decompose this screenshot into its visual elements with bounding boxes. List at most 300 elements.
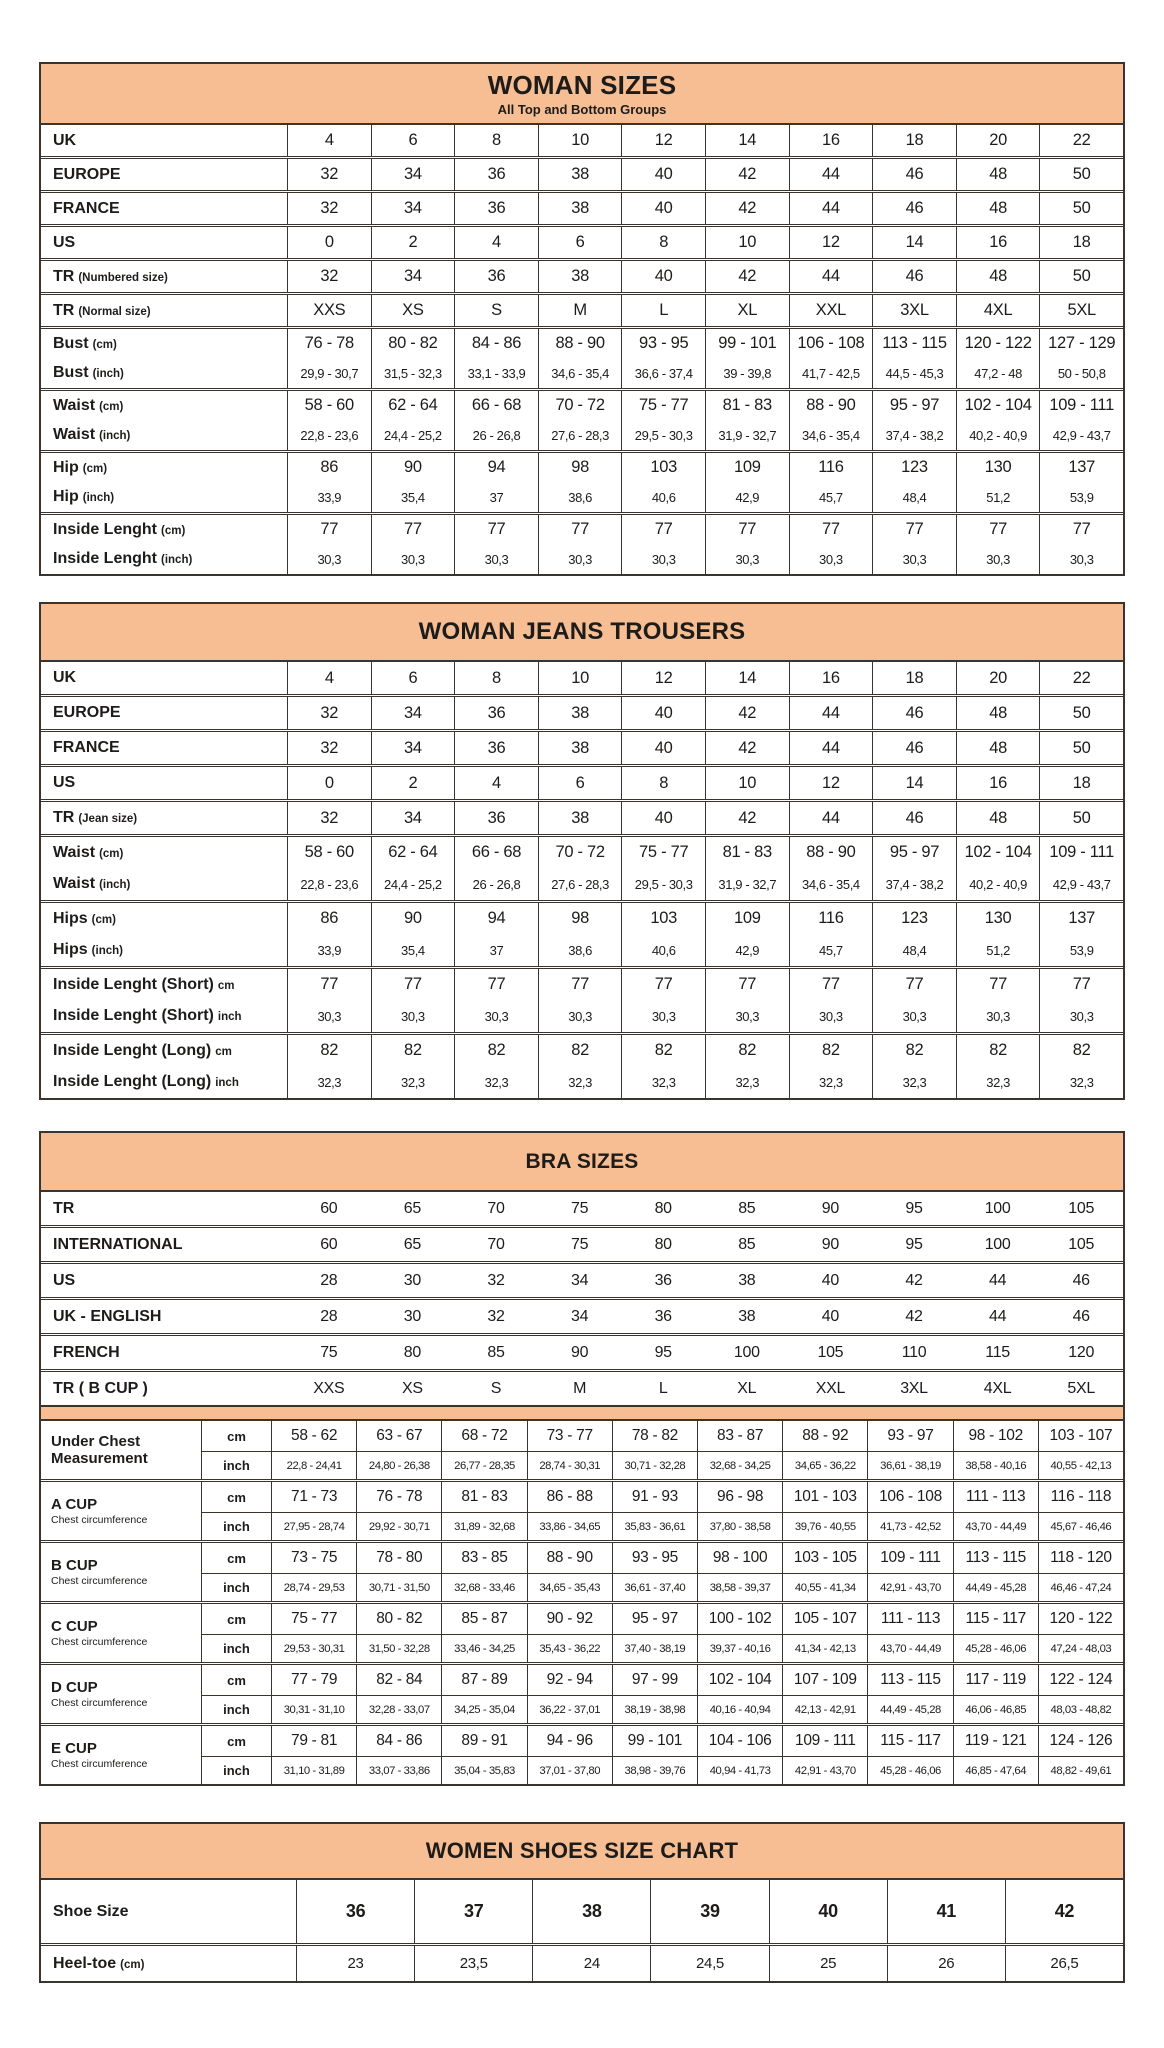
row-label-text: TR	[53, 1199, 75, 1217]
row-group	[41, 1333, 1123, 1369]
table-cell: 41	[887, 1880, 1005, 1943]
table-cell: 44	[789, 802, 873, 834]
table-row	[41, 1264, 1123, 1297]
table-cell: 31,9 - 32,7	[705, 421, 789, 451]
row-label-text: INTERNATIONAL	[53, 1235, 183, 1253]
woman-sizes-header	[41, 64, 1123, 125]
table-cell: 37,01 - 37,80	[527, 1756, 612, 1784]
table-cell: 42,91 - 43,70	[867, 1573, 952, 1601]
table-cell: M	[573, 1379, 587, 1397]
row-label	[41, 329, 287, 359]
table-cell: 32	[287, 697, 371, 729]
table-cell: 91 - 93	[612, 1482, 697, 1512]
table-cell: 44,5 - 45,3	[872, 359, 956, 389]
table-cell: 10	[538, 662, 622, 694]
row-label	[41, 837, 287, 869]
unit-label: cm	[201, 1726, 271, 1756]
row-label-note: (inch)	[82, 492, 115, 505]
table-cell: 68 - 72	[441, 1421, 526, 1451]
table-row	[41, 515, 1123, 545]
table-cell: 30	[403, 1271, 421, 1289]
table-cell: 58 - 60	[287, 837, 371, 869]
table-cell: 27,95 - 28,74	[271, 1512, 356, 1540]
bra-sizes-header	[41, 1133, 1123, 1192]
table-cell: 42	[705, 697, 789, 729]
table-cell: 47,2 - 48	[956, 359, 1040, 389]
table-cell: 45,28 - 46,06	[867, 1756, 952, 1784]
table-row	[41, 483, 1123, 513]
table-cell: 77	[789, 969, 873, 1001]
table-cell: 137	[1039, 903, 1123, 935]
measure-label-note: Chest circumference	[51, 1575, 148, 1587]
row-label	[41, 1946, 296, 1981]
row-group	[41, 1225, 1123, 1261]
table-row	[41, 453, 1123, 483]
table-row	[41, 1880, 1123, 1943]
table-cell: 82	[789, 1035, 873, 1067]
table-cell: 36	[296, 1880, 414, 1943]
table-row	[41, 261, 1123, 292]
table-cell: 34,6 - 35,4	[789, 869, 873, 901]
table-cell: 35,43 - 36,22	[527, 1634, 612, 1662]
unit-label: inch	[201, 1573, 271, 1601]
table-subtitle: All Top and Bottom Groups	[497, 102, 667, 117]
measure-group-label	[41, 1543, 201, 1601]
row-label-text: Shoe Size	[53, 1902, 129, 1920]
table-cell: 42	[705, 261, 789, 292]
table-cell: 127 - 129	[1039, 329, 1123, 359]
table-cell: 44,49 - 45,28	[953, 1573, 1038, 1601]
table-cell: 123	[872, 903, 956, 935]
table-cell: 36	[454, 193, 538, 224]
table-cell: 42	[705, 193, 789, 224]
table-cell: 0	[287, 227, 371, 258]
table-cell: 82	[454, 1035, 538, 1067]
table-cell: 29,92 - 30,71	[356, 1512, 441, 1540]
table-cell: 38,98 - 39,76	[612, 1756, 697, 1784]
row-group	[41, 1943, 1123, 1981]
table-cell: 26	[887, 1946, 1005, 1981]
table-cell: 90	[821, 1199, 839, 1217]
row-label	[41, 159, 287, 190]
table-cell: 42	[705, 159, 789, 190]
measure-group	[41, 1601, 1123, 1662]
row-label	[41, 903, 287, 935]
table-row	[41, 227, 1123, 258]
table-cell: 42,13 - 42,91	[782, 1695, 867, 1723]
row-label-text: UK - ENGLISH	[53, 1307, 162, 1325]
row-label	[41, 483, 287, 513]
table-cell: 116	[789, 903, 873, 935]
table-cell: 38,19 - 38,98	[612, 1695, 697, 1723]
table-cell: 33,46 - 34,25	[441, 1634, 526, 1662]
table-cell: 50	[1039, 193, 1123, 224]
table-cell: 26 - 26,8	[454, 421, 538, 451]
table-cell: 27,6 - 28,3	[538, 421, 622, 451]
table-cell: 42,9	[705, 935, 789, 967]
table-cell: 62 - 64	[371, 837, 455, 869]
table-cell: 115 - 117	[867, 1726, 952, 1756]
table-cell: 42	[705, 732, 789, 764]
table-cell: 22,8 - 23,6	[287, 869, 371, 901]
row-label	[41, 767, 287, 799]
row-label	[41, 662, 287, 694]
row-label-text: TR	[53, 267, 75, 285]
row-label-note: (Numbered size)	[78, 271, 168, 284]
table-cell: 48,4	[872, 483, 956, 513]
table-cell: 77	[454, 969, 538, 1001]
row-label-text: US	[53, 1271, 76, 1289]
table-cell: 40,55 - 41,34	[782, 1573, 867, 1601]
table-cell: 32,68 - 34,25	[697, 1451, 782, 1479]
table-cell: 116 - 118	[1038, 1482, 1123, 1512]
table-cell: 46	[872, 261, 956, 292]
table-row	[41, 732, 1123, 764]
row-label-note: cm	[217, 979, 235, 992]
table-cell: 46,06 - 46,85	[953, 1695, 1038, 1723]
table-cell: 10	[705, 227, 789, 258]
table-cell: 47,24 - 48,03	[1038, 1634, 1123, 1662]
row-label	[41, 515, 287, 545]
table-cell: 113 - 115	[867, 1665, 952, 1695]
row-label-text: FRANCE	[53, 199, 120, 217]
table-cell: 40,2 - 40,9	[956, 421, 1040, 451]
table-cell: 30,71 - 31,50	[356, 1573, 441, 1601]
table-cell: 116	[789, 453, 873, 483]
table-cell: 81 - 83	[441, 1482, 526, 1512]
table-cell: 24,5	[650, 1946, 768, 1981]
table-row	[41, 125, 1123, 156]
row-group	[41, 1369, 1123, 1405]
table-cell: 3XL	[872, 295, 956, 326]
table-cell: 75	[570, 1235, 589, 1253]
unit-label: cm	[201, 1421, 271, 1451]
woman-sizes-table	[39, 62, 1125, 576]
table-cell: 50	[1039, 802, 1123, 834]
table-cell: 60	[320, 1199, 338, 1217]
table-cell: 100	[733, 1343, 760, 1361]
table-cell: 40	[821, 1271, 839, 1289]
table-cell: 37,40 - 38,19	[612, 1634, 697, 1662]
bra-sizes-top-body	[41, 1192, 1123, 1405]
table-cell: 35,04 - 35,83	[441, 1756, 526, 1784]
table-cell: 82	[287, 1035, 371, 1067]
table-cell: 63 - 67	[356, 1421, 441, 1451]
table-cell: 12	[621, 125, 705, 156]
table-cell: 78 - 82	[612, 1421, 697, 1451]
row-label-note: (cm)	[99, 847, 124, 860]
table-cell: 36,61 - 38,19	[867, 1451, 952, 1479]
table-cell: 106 - 108	[789, 329, 873, 359]
table-cell: 41,7 - 42,5	[789, 359, 873, 389]
table-cell: 65	[403, 1199, 421, 1217]
table-cell: 36,6 - 37,4	[621, 359, 705, 389]
row-label-note: (cm)	[82, 462, 108, 475]
table-cell: 33,1 - 33,9	[454, 359, 538, 389]
table-cell: 82	[705, 1035, 789, 1067]
table-cell: 93 - 97	[867, 1421, 952, 1451]
table-cell: 103	[621, 453, 705, 483]
row-group	[41, 694, 1123, 729]
table-cell: 76 - 78	[287, 329, 371, 359]
table-cell: 115	[985, 1343, 1010, 1361]
table-cell: 30,3	[538, 1001, 622, 1033]
table-cell: 101 - 103	[782, 1482, 867, 1512]
table-cell: 76 - 78	[356, 1482, 441, 1512]
table-cell: L	[658, 1379, 668, 1397]
table-cell: 24,4 - 25,2	[371, 869, 455, 901]
row-group	[41, 1192, 1123, 1225]
row-label-note: (inch)	[92, 368, 124, 381]
row-group	[41, 1297, 1123, 1333]
table-row	[41, 1001, 1123, 1033]
table-cell: 48	[956, 697, 1040, 729]
table-cell: 33,07 - 33,86	[356, 1756, 441, 1784]
table-cell: 20	[956, 662, 1040, 694]
table-cell: 103 - 107	[1038, 1421, 1123, 1451]
table-cell: 86 - 88	[527, 1482, 612, 1512]
table-cell: 48	[956, 261, 1040, 292]
table-cell: 12	[789, 767, 873, 799]
table-cell: 30,3	[1039, 1001, 1123, 1033]
table-cell: 42	[1005, 1880, 1123, 1943]
table-cell: 109 - 111	[782, 1726, 867, 1756]
table-cell: 35,4	[371, 935, 455, 967]
table-cell: 70	[487, 1235, 505, 1253]
table-cell: 42,9	[705, 483, 789, 513]
table-title: WOMEN SHOES SIZE CHART	[425, 1838, 739, 1863]
row-label	[41, 935, 287, 967]
row-label-text: Waist	[53, 875, 96, 893]
table-cell: 45,67 - 46,46	[1038, 1512, 1123, 1540]
table-cell: 32,3	[454, 1067, 538, 1099]
table-cell: 31,10 - 31,89	[271, 1756, 356, 1784]
table-cell: 32,3	[872, 1067, 956, 1099]
table-cell: XS	[402, 1379, 423, 1397]
table-cell: 46,85 - 47,64	[953, 1756, 1038, 1784]
table-cell: 5XL	[1067, 1379, 1095, 1397]
table-cell: 89 - 91	[441, 1726, 526, 1756]
table-cell: 87 - 89	[441, 1665, 526, 1695]
table-cell: 46	[872, 193, 956, 224]
table-cell: 80	[654, 1235, 672, 1253]
table-cell: 38	[538, 802, 622, 834]
table-cell: 102 - 104	[956, 391, 1040, 421]
row-label-note: inch	[217, 1011, 242, 1024]
women-shoes-body	[41, 1880, 1123, 1981]
table-cell: 100	[984, 1235, 1011, 1253]
measure-group	[41, 1723, 1123, 1784]
table-cell: 62 - 64	[371, 391, 455, 421]
row-label-text: Heel-toe	[53, 1954, 117, 1972]
table-cell: 35,4	[371, 483, 455, 513]
unit-label: inch	[201, 1634, 271, 1662]
table-cell: 32,3	[1039, 1067, 1123, 1099]
table-cell: 41,34 - 42,13	[782, 1634, 867, 1662]
table-cell: 42	[705, 802, 789, 834]
table-cell: 137	[1039, 453, 1123, 483]
table-cell: 20	[956, 125, 1040, 156]
unit-label: cm	[201, 1665, 271, 1695]
unit-label: inch	[201, 1451, 271, 1479]
table-cell: 42	[905, 1307, 923, 1325]
table-cell: 29,9 - 30,7	[287, 359, 371, 389]
table-row	[41, 1372, 1123, 1405]
table-cell: 37,4 - 38,2	[872, 869, 956, 901]
row-label-note: (Normal size)	[78, 305, 151, 318]
row-group	[41, 388, 1123, 450]
table-cell: 40,16 - 40,94	[697, 1695, 782, 1723]
table-row	[41, 1067, 1123, 1099]
table-cell: 66 - 68	[454, 391, 538, 421]
table-cell: 95	[905, 1199, 923, 1217]
table-cell: 36,22 - 37,01	[527, 1695, 612, 1723]
table-cell: 28	[320, 1307, 338, 1325]
table-cell: 31,5 - 32,3	[371, 359, 455, 389]
table-row	[41, 903, 1123, 935]
row-label	[41, 1035, 287, 1067]
table-cell: 38	[532, 1880, 650, 1943]
row-label	[41, 1264, 287, 1297]
row-label	[41, 545, 287, 575]
table-cell: 40	[621, 732, 705, 764]
table-cell: 85 - 87	[441, 1604, 526, 1634]
unit-label: cm	[201, 1604, 271, 1634]
table-cell: 77	[287, 969, 371, 1001]
table-cell: S	[454, 295, 538, 326]
table-row	[41, 1300, 1123, 1333]
table-cell: 107 - 109	[782, 1665, 867, 1695]
row-group	[41, 156, 1123, 190]
row-label-text: US	[53, 233, 76, 251]
table-cell: 44	[988, 1307, 1007, 1325]
row-group	[41, 1032, 1123, 1098]
table-cell: 26 - 26,8	[454, 869, 538, 901]
table-cell: 88 - 90	[527, 1543, 612, 1573]
row-label-text: Waist	[53, 843, 96, 861]
table-cell: 30,3	[371, 1001, 455, 1033]
table-cell: 4	[454, 227, 538, 258]
table-cell: 75 - 77	[621, 837, 705, 869]
table-cell: 58 - 62	[271, 1421, 356, 1451]
table-cell: S	[490, 1379, 502, 1397]
table-cell: 30,3	[705, 545, 789, 575]
table-cell: 32,3	[956, 1067, 1040, 1099]
table-cell: 77	[454, 515, 538, 545]
table-cell: 4	[287, 125, 371, 156]
table-cell: 117 - 119	[953, 1665, 1038, 1695]
row-group	[41, 966, 1123, 1032]
table-cell: 82	[1039, 1035, 1123, 1067]
table-row	[41, 159, 1123, 190]
table-cell: 115 - 117	[953, 1604, 1038, 1634]
table-cell: 30,3	[956, 1001, 1040, 1033]
table-cell: 35,83 - 36,61	[612, 1512, 697, 1540]
measure-group-label	[41, 1604, 201, 1662]
row-label-note: (cm)	[92, 338, 117, 351]
table-cell: 73 - 77	[527, 1421, 612, 1451]
measure-label-note: Chest circumference	[51, 1636, 148, 1648]
row-label-text: Inside Lenght	[53, 550, 157, 568]
table-cell: 12	[621, 662, 705, 694]
table-cell: 29,5 - 30,3	[621, 869, 705, 901]
table-cell: 32	[287, 802, 371, 834]
row-label	[41, 1336, 287, 1369]
row-group	[41, 1261, 1123, 1297]
row-label-text: Hips	[53, 909, 88, 927]
table-cell: 34,65 - 35,43	[527, 1573, 612, 1601]
table-cell: 38	[538, 732, 622, 764]
table-cell: 98	[538, 453, 622, 483]
measure-group	[41, 1540, 1123, 1601]
row-label	[41, 1192, 287, 1225]
measure-label-text: C CUP	[51, 1618, 98, 1635]
table-cell: 95 - 97	[872, 837, 956, 869]
table-cell: 118 - 120	[1038, 1543, 1123, 1573]
table-cell: 34	[371, 159, 455, 190]
row-label-note: (cm)	[120, 1958, 145, 1971]
table-cell: 50	[1039, 697, 1123, 729]
row-label	[41, 732, 287, 764]
table-cell: 90 - 92	[527, 1604, 612, 1634]
table-cell: 40	[621, 697, 705, 729]
bra-sizes-table	[39, 1131, 1125, 1786]
table-cell: 36	[454, 697, 538, 729]
table-cell: 82	[872, 1035, 956, 1067]
table-cell: 95 - 97	[872, 391, 956, 421]
row-group	[41, 292, 1123, 326]
table-cell: 39	[650, 1880, 768, 1943]
table-cell: 44	[789, 261, 873, 292]
table-cell: 34	[570, 1271, 589, 1289]
woman-sizes-body	[41, 125, 1123, 574]
row-group	[41, 900, 1123, 966]
table-cell: 33,9	[287, 935, 371, 967]
table-cell: 34	[570, 1307, 589, 1325]
table-cell: 96 - 98	[697, 1482, 782, 1512]
table-cell: 78 - 80	[356, 1543, 441, 1573]
table-cell: 32	[487, 1271, 505, 1289]
table-cell: 32,3	[371, 1067, 455, 1099]
row-label	[41, 421, 287, 451]
table-cell: 40,6	[621, 483, 705, 513]
table-cell: 77	[956, 969, 1040, 1001]
row-label-text: UK	[53, 131, 77, 149]
table-cell: 18	[872, 125, 956, 156]
table-cell: 36	[454, 261, 538, 292]
table-cell: 65	[403, 1235, 421, 1253]
table-cell: 45,7	[789, 935, 873, 967]
table-cell: 46,46 - 47,24	[1038, 1573, 1123, 1601]
table-cell: 80	[654, 1199, 672, 1217]
table-cell: 90	[371, 903, 455, 935]
measure-group-label	[41, 1482, 201, 1540]
table-cell: 77	[705, 969, 789, 1001]
table-cell: 32	[287, 193, 371, 224]
row-label-text: TR	[53, 301, 75, 319]
table-row	[41, 421, 1123, 451]
table-cell: 34	[371, 697, 455, 729]
table-cell: 22	[1039, 662, 1123, 694]
table-cell: 36	[654, 1307, 672, 1325]
table-cell: 77	[1039, 515, 1123, 545]
table-cell: XXL	[789, 295, 873, 326]
table-cell: 77	[287, 515, 371, 545]
table-cell: 85	[738, 1235, 756, 1253]
table-cell: 34	[371, 193, 455, 224]
table-row	[41, 662, 1123, 694]
table-cell: 94 - 96	[527, 1726, 612, 1756]
